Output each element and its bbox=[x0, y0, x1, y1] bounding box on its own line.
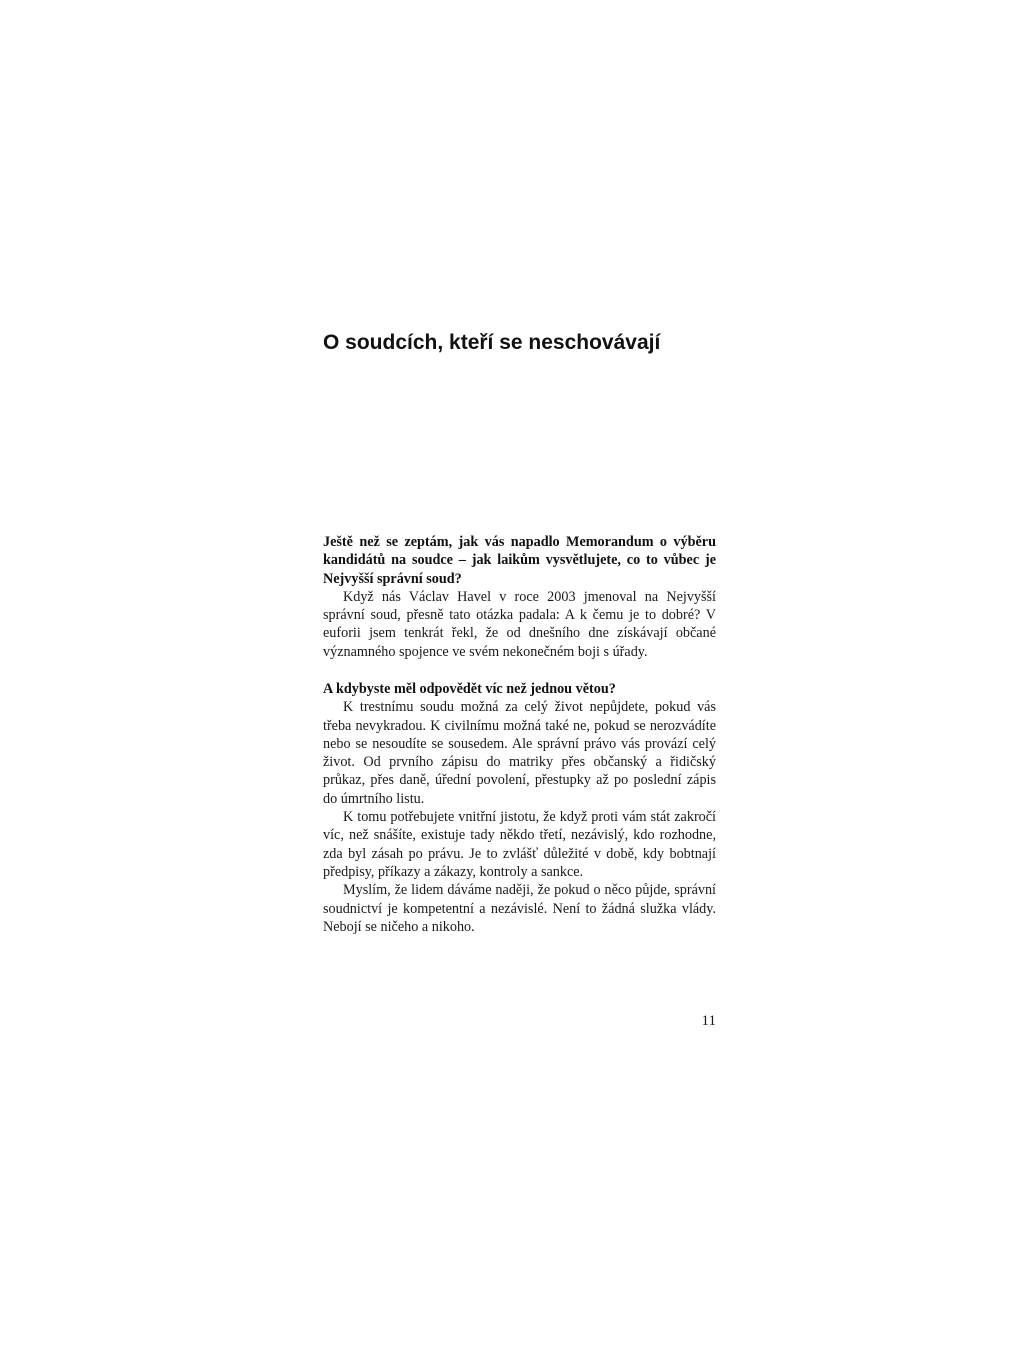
answer-paragraph: Když nás Václav Havel v roce 2003 jmenoval na Nejvyšší správní soud, přesně tato otázka padala: A k čemu je to dobré? V euforii jsem tenkrát řekl, že od dnešního dne získávají občané významného spojence ve svém nekonečném boji s úřady. bbox=[323, 588, 716, 660]
interview-question: Ještě než se zeptám, jak vás napadlo Memorandum o výběru kandidátů na soudce – jak laikům vysvětlujete, co to vůbec je Nejvyšší správní soud? bbox=[323, 534, 716, 587]
interview-question: A kdybyste měl odpovědět víc než jednou větou? bbox=[323, 681, 616, 697]
chapter-title: O soudcích, kteří se neschovávají bbox=[323, 331, 661, 354]
answer-paragraph: K trestnímu soudu možná za celý život nepůjdete, pokud vás třeba nevykradou. K civilnímu možná také ne, pokud se nerozvádíte nebo se nesoudíte se sousedem. Ale správní právo vás provází celý život. Od prvního zápisu do matriky přes občanský a řidičský průkaz, přes daně, úřední povolení, přestupky až po poslední zápis do úmrtního listu. bbox=[323, 699, 716, 807]
interview-section-2 bbox=[323, 680, 716, 936]
page-number: 11 bbox=[701, 1013, 716, 1029]
answer-paragraph: Myslím, že lidem dáváme naději, že pokud o něco půjde, správní soudnictví je kompetentní a nezávislé. Není to žádná služka vlády. Nebojí se ničeho a nikoho. bbox=[323, 882, 716, 935]
answer-paragraph: K tomu potřebujete vnitřní jistotu, že když proti vám stát zakročí víc, než snášíte, existuje tady někdo třetí, nezávislý, kdo rozhodne, zda byl zásah po právu. Je to zvlášť důležité v době, kdy bobtnají předpisy, příkazy a zákazy, kontroly a sankce. bbox=[323, 809, 716, 880]
interview-section-1 bbox=[323, 533, 716, 661]
